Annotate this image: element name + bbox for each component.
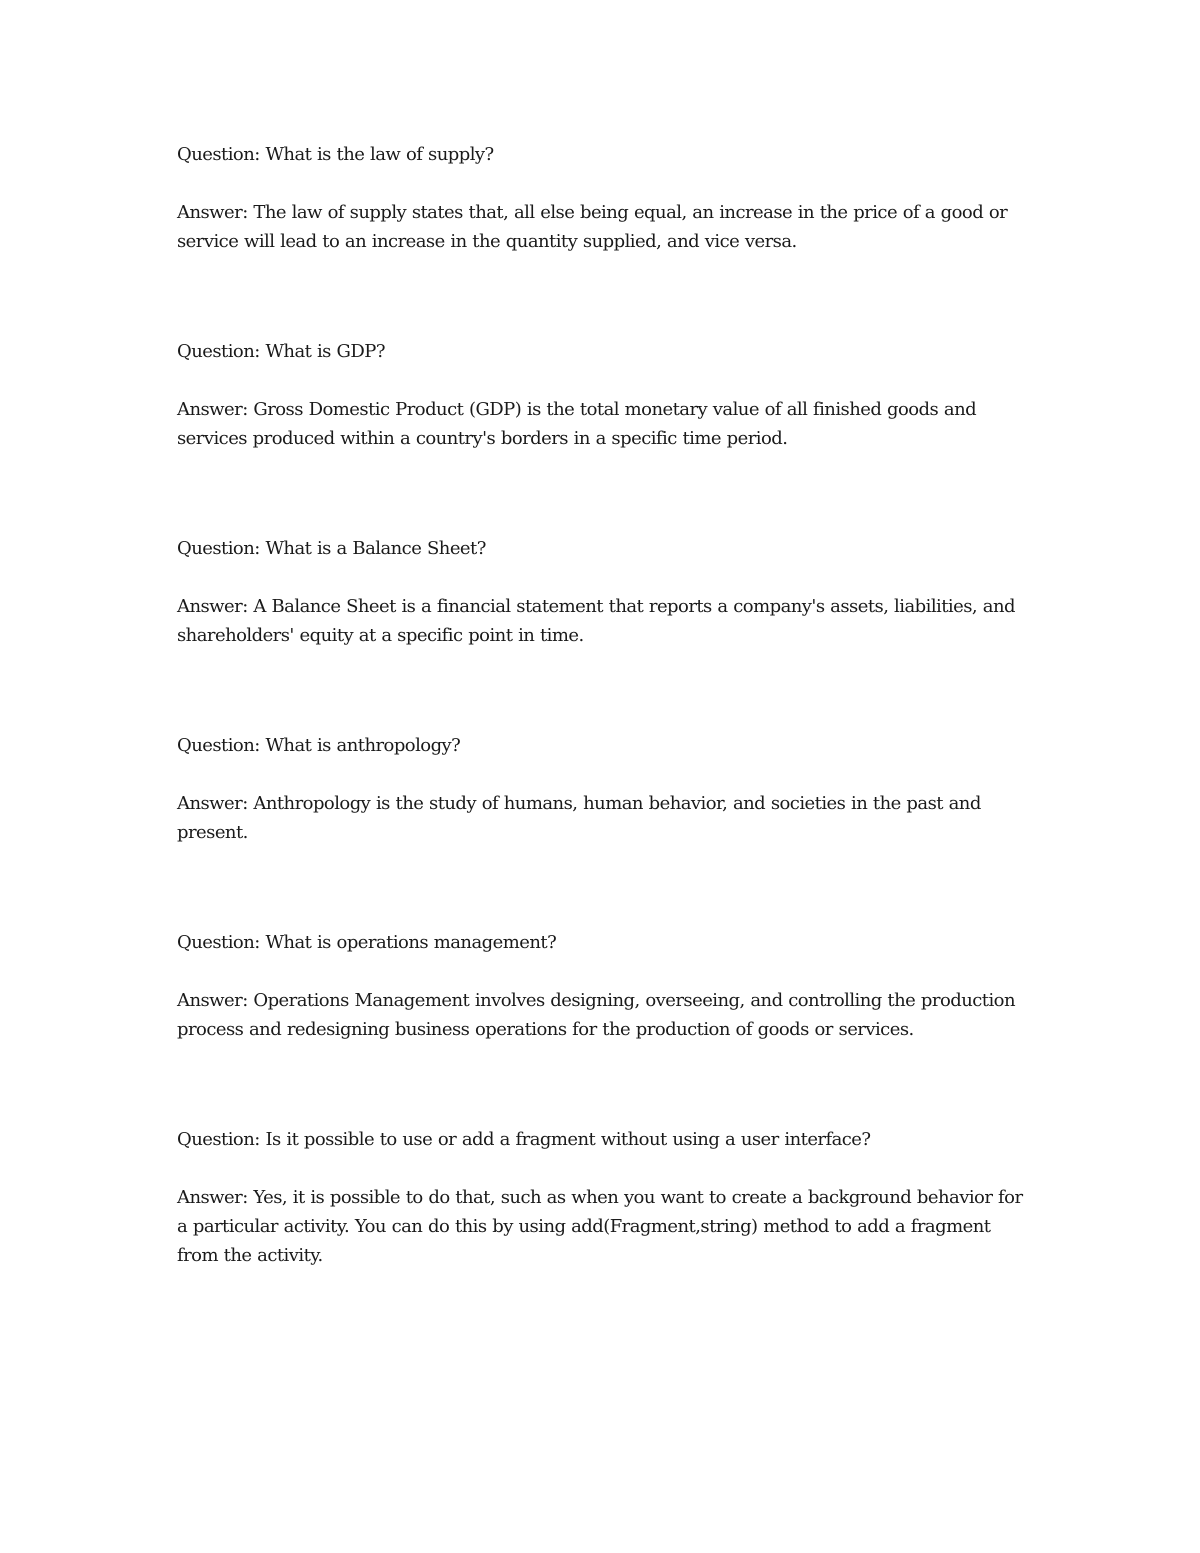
answer-text: Answer: Yes, it is possible to do that, such as when you want to create a background behavior for a particular activity. You can do this by using add(Fragment,string) method to add a fragment from the activity. [177, 1187, 1023, 1266]
question-text: Question: What is operations management? [177, 932, 557, 953]
document-page [177, 140, 1027, 1270]
question-text: Question: What is a Balance Sheet? [177, 538, 486, 559]
question-text: Question: What is GDP? [177, 341, 385, 362]
qa-item-balance-sheet [177, 534, 1027, 650]
answer-text: Answer: The law of supply states that, all else being equal, an increase in the price of a good or service will lead to an increase in the quantity supplied, and vice versa. [177, 202, 1008, 252]
qa-item-gdp [177, 337, 1027, 453]
question-text: Question: What is anthropology? [177, 735, 461, 756]
answer-text: Answer: Anthropology is the study of humans, human behavior, and societies in the past and present. [177, 793, 981, 843]
qa-item-law-of-supply [177, 140, 1027, 256]
question-text: Question: What is the law of supply? [177, 144, 494, 165]
answer-text: Answer: Operations Management involves designing, overseeing, and controlling the production process and redesigning business operations for the production of goods or services. [177, 990, 1016, 1040]
answer-text: Answer: Gross Domestic Product (GDP) is the total monetary value of all finished goods and services produced within a country's borders in a specific time period. [177, 399, 977, 449]
answer-text: Answer: A Balance Sheet is a financial statement that reports a company's assets, liabilities, and shareholders' equity at a specific point in time. [177, 596, 1015, 646]
question-text: Question: Is it possible to use or add a fragment without using a user interface? [177, 1129, 871, 1150]
qa-item-anthropology [177, 731, 1027, 847]
qa-item-fragment [177, 1125, 1027, 1270]
qa-item-operations-management [177, 928, 1027, 1044]
